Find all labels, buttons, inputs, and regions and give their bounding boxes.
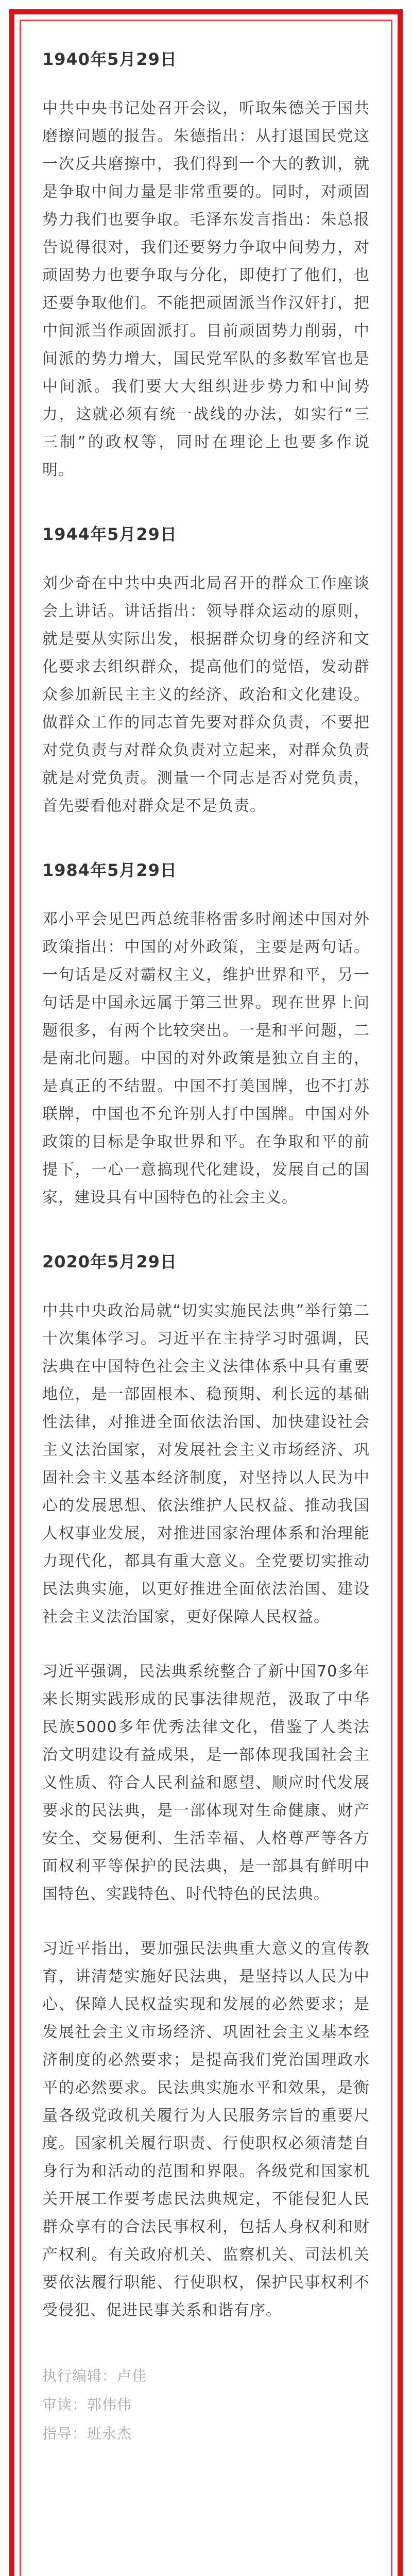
section-1940 [42, 46, 370, 484]
section-date: 1944年5月29日 [42, 524, 177, 544]
section-1984 [42, 857, 370, 1212]
section-date: 2020年5月29日 [42, 1252, 177, 1272]
editorial-credits [42, 2362, 370, 2448]
section-paragraph: 习近平指出，要加强民法典重大意义的宣传教育，讲清楚实施好民法典，是坚持以人民为中心、保障人民权益实现和发展的必然要求；是发展社会主义市场经济、巩固社会主义基本经济制度的必然要求；是提高我们党治国理政水平的必然要求。民法典实施水平和效果，是衡量各级党政机关履行为人民服务宗旨的重要尺度。国家机关履行职责、行使职权必须清楚自身行为和活动的范围和界限。各级党和国家机关开展工作要考虑民法典规定，不能侵犯人民群众享有的合法民事权利，包括人身权利和财产权利。有关政府机关、监察机关、司法机关要依法履行职能、行使职权，保护民事权利不受侵犯、促进民事关系和谐有序。 [42, 1940, 370, 2319]
section-paragraph: 邓小平会见巴西总统菲格雷多时阐述中国对外政策指出：中国的对外政策，主要是两句话。一句话是反对霸权主义，维护世界和平，另一句话是中国永远属于第三世界。现在世界上问题很多，有两个比较突出。一是和平问题，二是南北问题。中国的对外政策是独立自主的，是真正的不结盟。中国不打美国牌，也不打苏联牌，中国也不允许别人打中国牌。中国对外政策的目标是争取世界和平。在争取和平的前提下，一心一意搞现代化建设，发展自己的国家，建设具有中国特色的社会主义。 [42, 910, 370, 1207]
credit-reviewer: 审读：郭伟伟 [42, 2396, 132, 2413]
section-date: 1940年5月29日 [42, 49, 177, 69]
credit-director: 指导：班永杰 [42, 2425, 132, 2442]
section-2020 [42, 1249, 370, 2325]
section-paragraph: 刘少奇在中共中央西北局召开的群众工作座谈会上讲话。讲话指出：领导群众运动的原则，就是要从实际出发，根据群众切身的经济和文化要求去组织群众，提高他们的觉悟，发动群众参加新民主主义的经济、政治和文化建设。做群众工作的同志首先要对群众负责，不要把对党负责与对群众负责对立起来，对群众负责就是对党负责。测量一个同志是否对党负责，首先要看他对群众是不是负责。 [42, 574, 370, 815]
section-paragraph: 中共中央政治局就“切实实施民法典”举行第二十次集体学习。习近平在主持学习时强调，民法典在中国特色社会主义法律体系中具有重要地位，是一部固根本、稳预期、利长远的基础性法律，对推进全面依法治国、加快建设社会主义法治国家，对发展社会主义市场经济、巩固社会主义基本经济制度，对坚持以人民为中心的发展思想、依法维护人民权益、推动我国人权事业发展，对推进国家治理体系和治理能力现代化，都具有重大意义。全党要切实推动民法典实施，以更好推进全面依法治国、建设社会主义法治国家，更好保障人民权益。 [42, 1302, 370, 1626]
section-paragraph: 中共中央书记处召开会议，听取朱德关于国共磨擦问题的报告。朱德指出：从打退国民党这一次反共磨擦中，我们得到一个大的教训，就是争取中间力量是非常重要的。同时，对顽固势力我们也要争取。毛泽东发言指出：朱总报告说得很对，我们还要努力争取中间势力，对顽固势力也要争取与分化，即使打了他们，也还要争取他们。不能把顽固派当作汉奸打，把中间派当作顽固派打。目前顽固势力削弱，中间派的势力增大，国民党军队的多数军官也是中间派。我们要大大组织进步势力和中间势力，这就必须有统一战线的办法，如实行“三三制”的政权等，同时在理论上也要多作说明。 [42, 99, 370, 479]
section-date: 1984年5月29日 [42, 860, 177, 880]
credit-editor: 执行编辑：卢佳 [42, 2367, 147, 2384]
article-body [42, 46, 370, 2448]
section-paragraph: 习近平强调，民法典系统整合了新中国70多年来长期实践形成的民事法律规范，汲取了中华民族5000多年优秀法律文化，借鉴了人类法治文明建设有益成果，是一部体现我国社会主义性质、符合人民利益和愿望、顺应时代发展要求的民法典，是一部体现对生命健康、财产安全、交易便利、生活幸福、人格尊严等各方面权利平等保护的民法典，是一部具有鲜明中国特色、实践特色、时代特色的民法典。 [42, 1663, 370, 1903]
section-1944 [42, 521, 370, 820]
